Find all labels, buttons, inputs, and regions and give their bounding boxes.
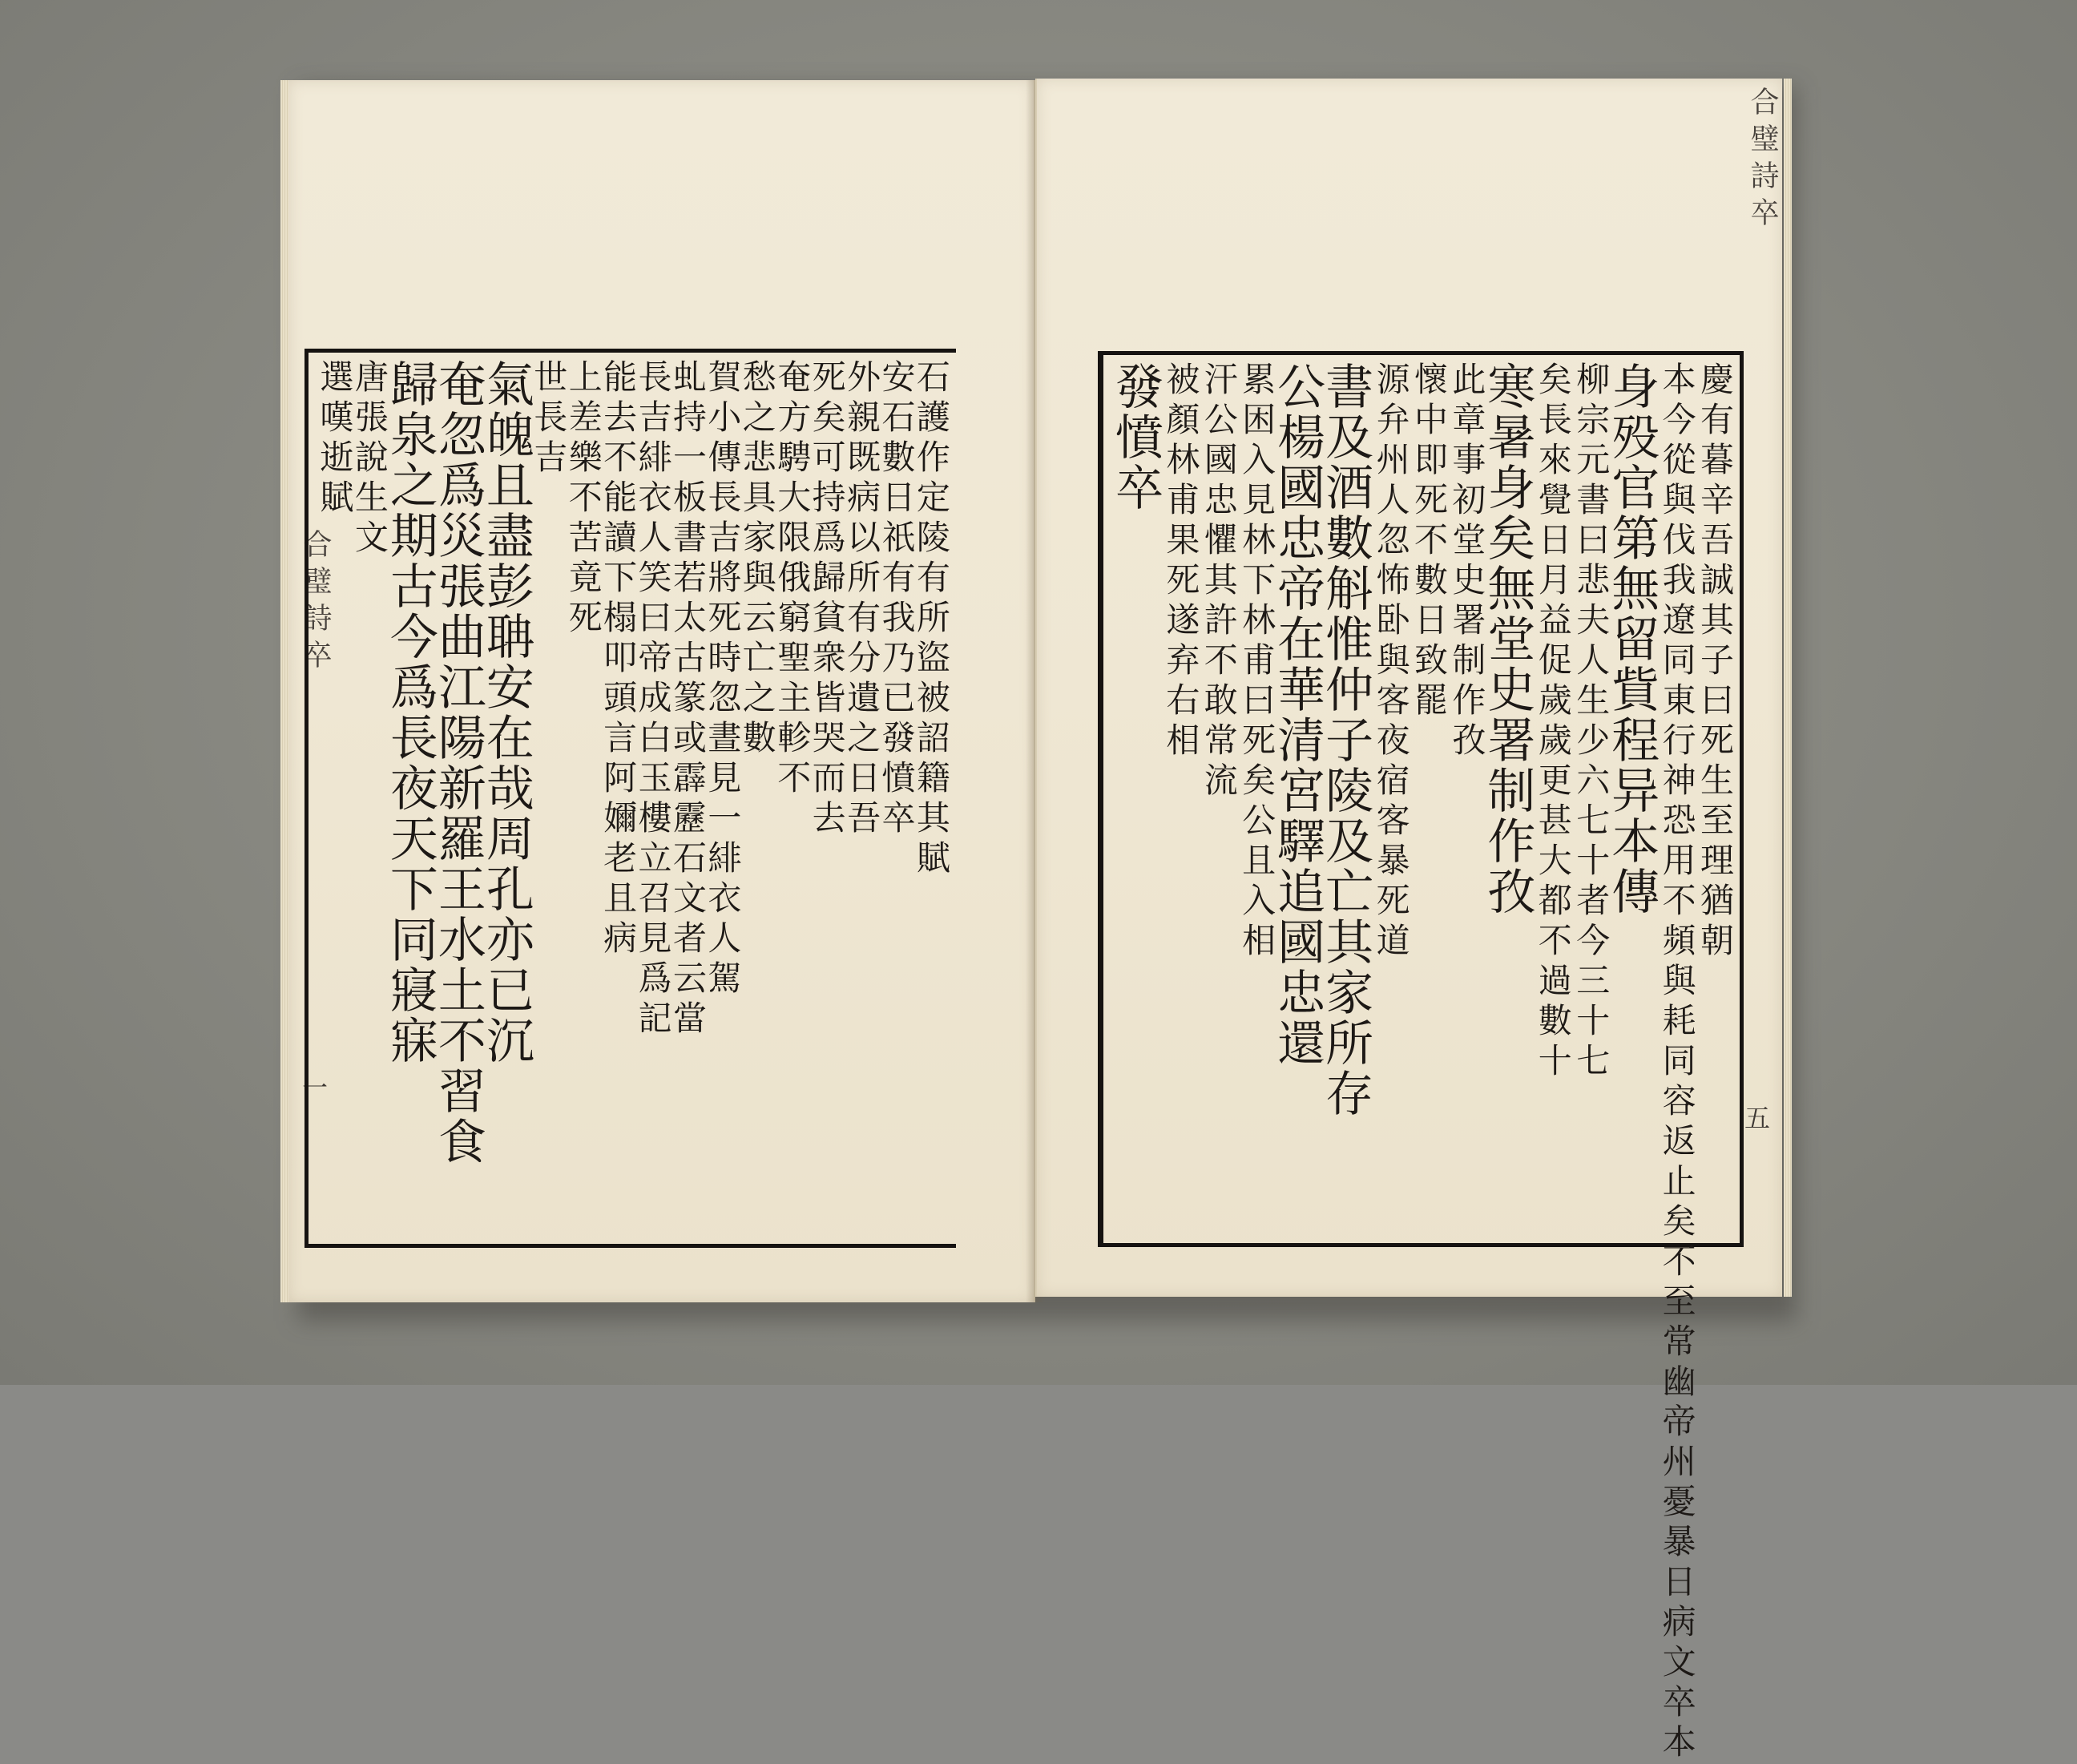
left-column-10: 能去不能讀下榻叩頭言阿嬭老且病 bbox=[599, 359, 639, 960]
right-page bbox=[1035, 79, 1782, 1764]
left-page bbox=[288, 80, 1035, 1302]
left-column-3: 外親既病以所有分遺之日吾 bbox=[842, 359, 882, 840]
left-column-1: 石護作定陵有所盜被詔籍其賦 bbox=[911, 359, 951, 880]
left-column-6: 愁之悲具家與云亡之數 bbox=[737, 359, 777, 760]
left-page-number: 一 bbox=[298, 1074, 329, 1100]
left-column-2: 安石數日祇有我乃已發憤卒 bbox=[877, 359, 917, 840]
right-text-frame bbox=[1098, 351, 1744, 1764]
left-page-edge bbox=[280, 80, 288, 1302]
left-column-16: 唐張說生文 bbox=[349, 359, 389, 559]
left-margin-title: 合璧詩卒 bbox=[299, 529, 332, 676]
left-column-8: 虬持一板書若太古篆或霹靂石文者云當 bbox=[667, 359, 708, 1040]
right-margin-title: 合璧詩卒 bbox=[1746, 87, 1779, 234]
right-column-10: 書及酒數斛惟仲子陵及亡其家所存 bbox=[1317, 361, 1374, 1119]
right-columns bbox=[1107, 361, 1735, 1764]
left-column-13: 氣魄且盡彭聃安在哉周孔亦已沉 bbox=[478, 359, 534, 1066]
right-column-9: 源弁州人忽怖卧與客夜宿客暴死道 bbox=[1371, 361, 1411, 963]
right-column-15: 發憤卒 bbox=[1107, 361, 1164, 513]
right-column-1: 慶有暮辛吾誠其子曰死生至理猶朝 bbox=[1696, 361, 1735, 963]
right-column-12: 累困入見林下林甫曰死矣公且入相 bbox=[1237, 361, 1277, 963]
right-column-14: 被顏林甫果死遂弃右相 bbox=[1161, 361, 1201, 762]
left-column-14: 奄忽爲災張曲江陽新羅王水土不習食 bbox=[430, 359, 486, 1167]
left-column-15: 歸泉之期古今爲長夜天下同寢寐 bbox=[381, 359, 438, 1066]
right-page-edge bbox=[1784, 79, 1792, 1297]
left-text-frame bbox=[304, 349, 956, 1248]
left-column-4: 死矣可持爲歸貧衆皆哭而去 bbox=[807, 359, 847, 840]
left-column-11: 上差樂不苦竟死 bbox=[563, 359, 603, 640]
right-column-4: 柳宗元書曰悲夫人生少六七十者今三十七 bbox=[1571, 361, 1611, 1083]
right-column-3: 身殁官第無留貲程异本傳 bbox=[1603, 361, 1660, 917]
right-column-7: 此章事初堂史署制作孜 bbox=[1447, 361, 1487, 762]
right-column-13: 汗公國忠懼其許不敢常流 bbox=[1199, 361, 1239, 802]
right-column-6: 寒暑身矣無堂史署制作孜 bbox=[1479, 361, 1536, 917]
right-column-5: 矣長來覺日月益促歲歲更甚大都不過數十 bbox=[1533, 361, 1573, 1083]
left-column-9: 長吉緋衣人笑曰帝成白玉樓立召見爲記 bbox=[633, 359, 673, 1040]
right-column-11: 公楊國忠帝在華清宮驛追國忠還 bbox=[1269, 361, 1326, 1068]
right-column-8: 懷中即死不數日致罷 bbox=[1409, 361, 1449, 722]
right-page-number: 五 bbox=[1740, 1104, 1771, 1130]
left-column-17: 選嘆逝賦 bbox=[315, 359, 355, 519]
left-column-5: 奄方騁大限俄窮聖主軫不 bbox=[772, 359, 813, 800]
left-column-12: 世長吉 bbox=[529, 359, 569, 479]
right-column-2: 本今從與伐我遼同東行神恐用不頻與耗同容返止矣不至常幽帝州憂暴日病文卒本 bbox=[1657, 361, 1697, 1764]
left-column-7: 賀小傳長吉將死時忽晝見一緋衣人駕 bbox=[703, 359, 743, 1000]
